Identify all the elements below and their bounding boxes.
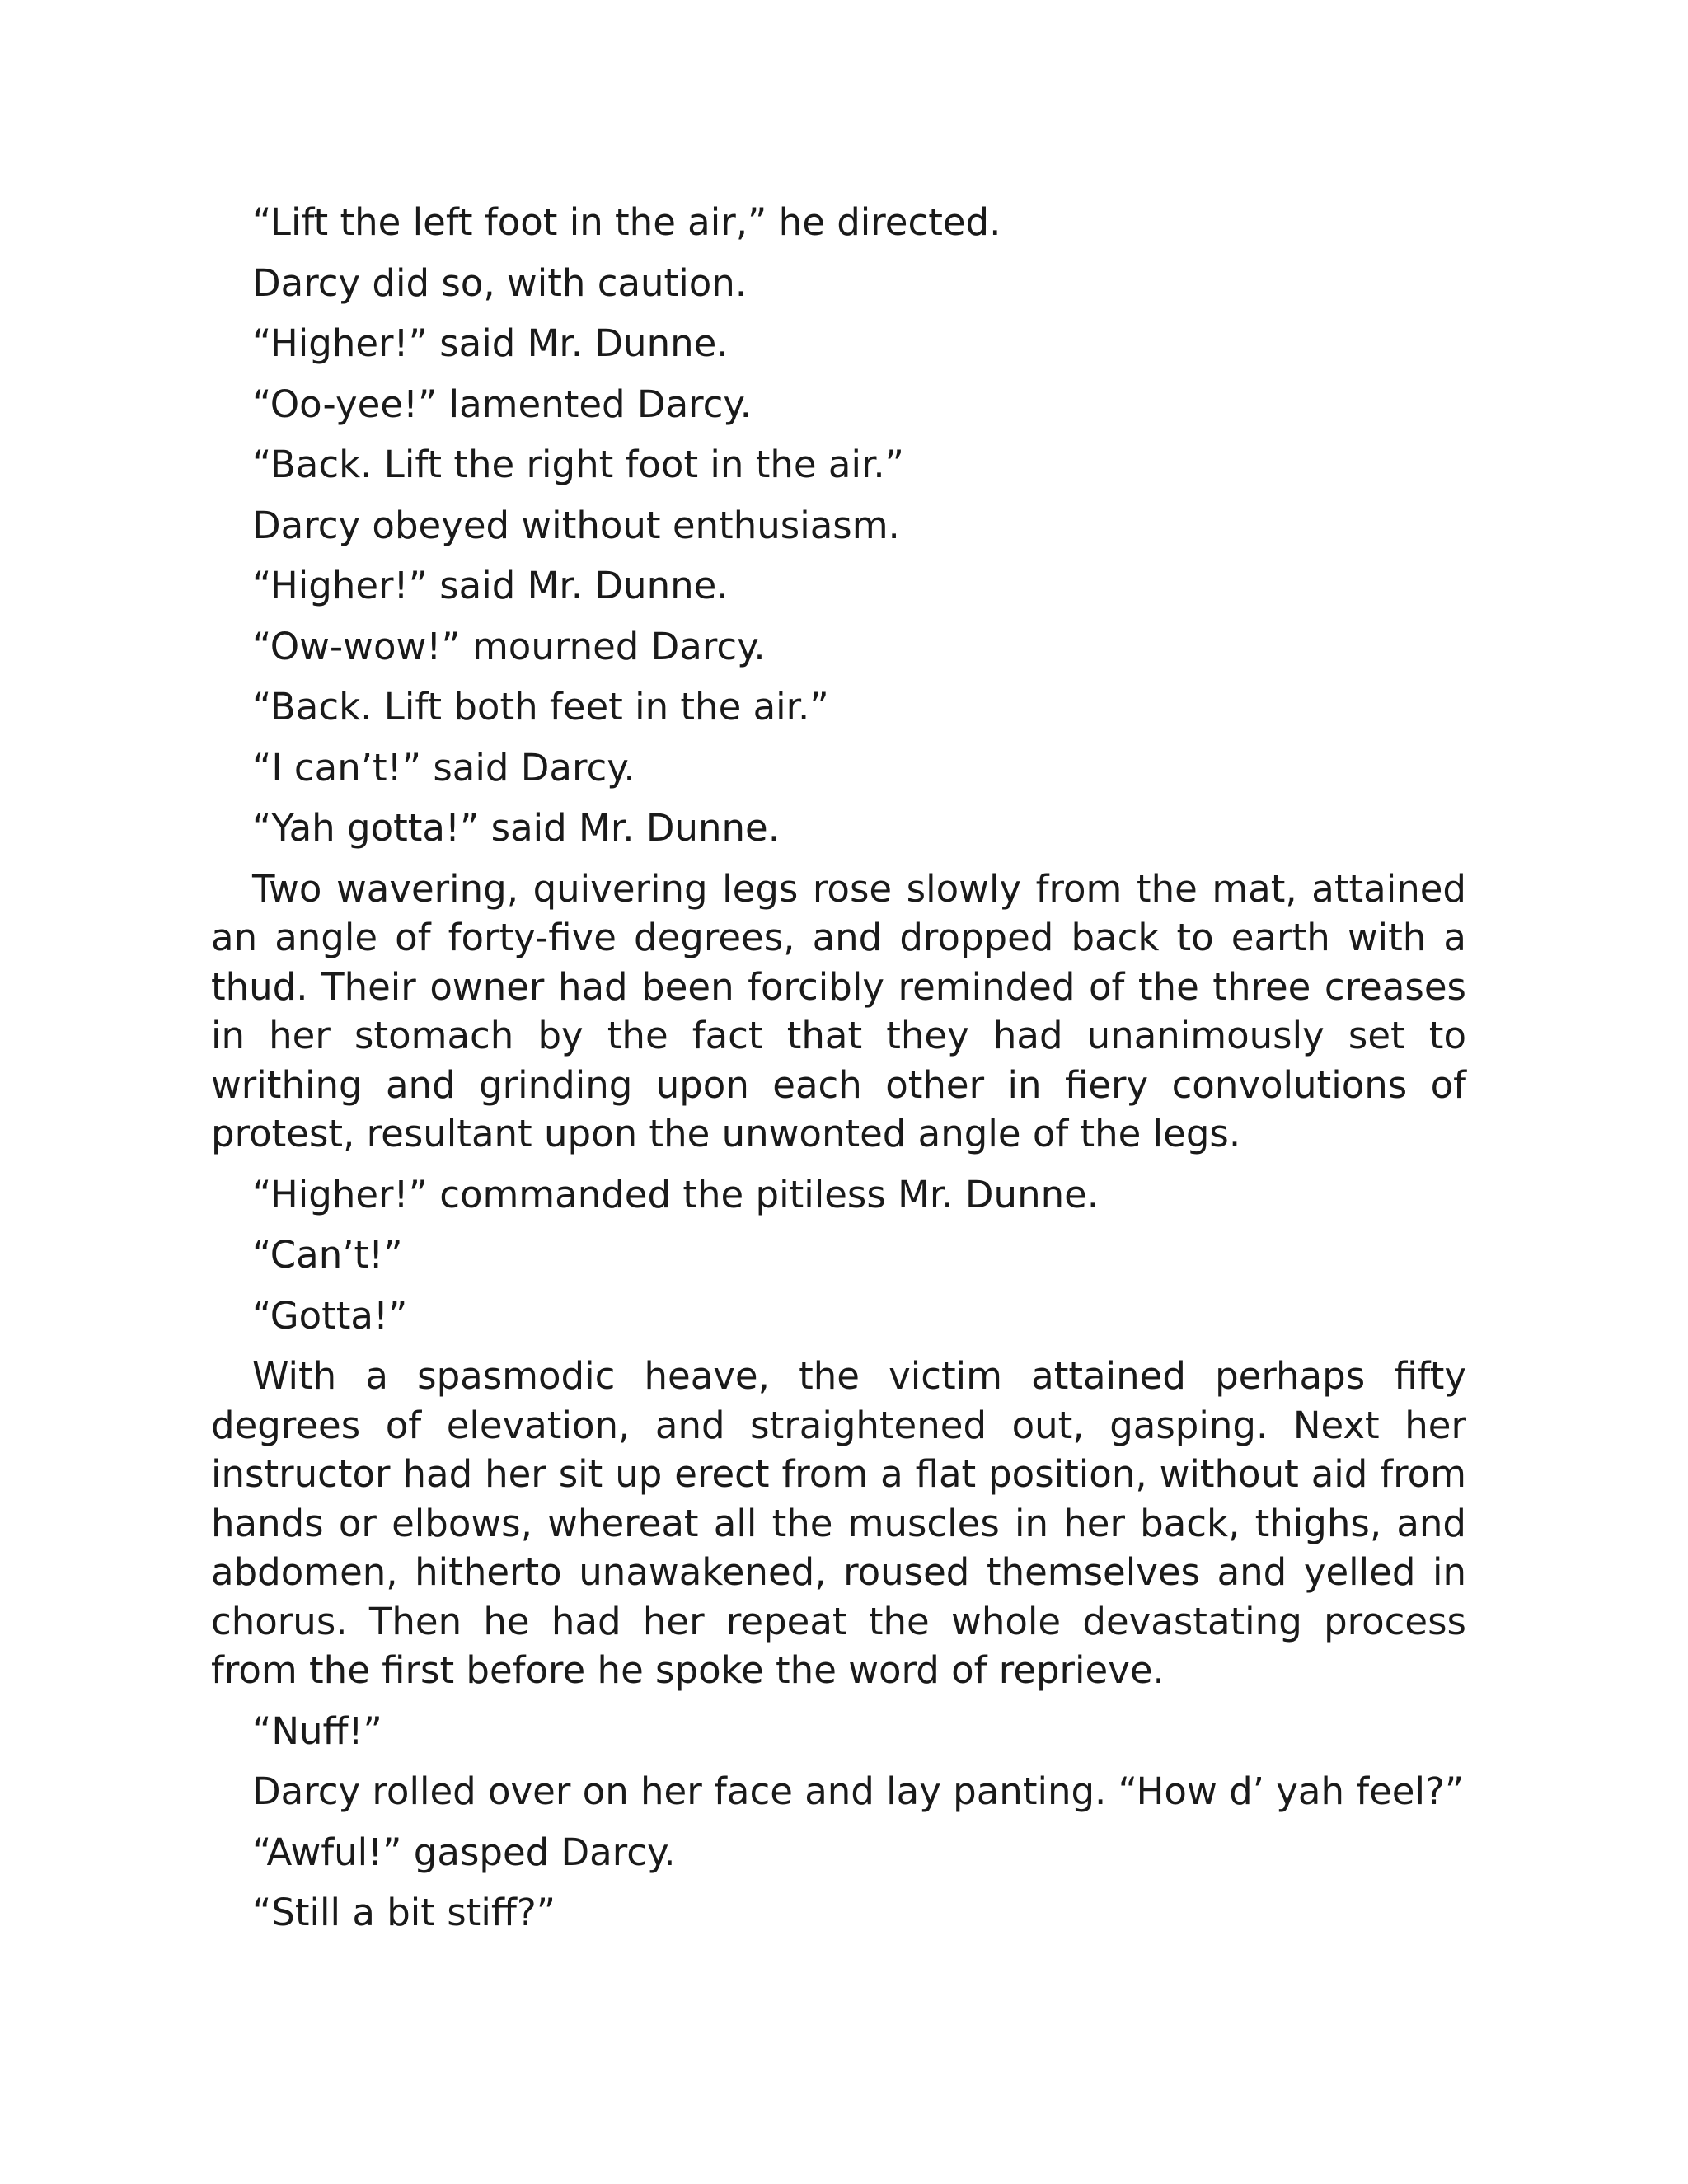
paragraph: “Nuff!”: [252, 1708, 382, 1753]
paragraph: “Ow-wow!” mourned Darcy.: [252, 624, 766, 668]
paragraph: “Back. Lift the right foot in the air.”: [252, 443, 904, 486]
paragraph: Darcy obeyed without enthusiasm.: [252, 503, 900, 547]
paragraph: “Back. Lift both feet in the air.”: [252, 685, 829, 729]
paragraph: “Higher!” said Mr. Dunne.: [252, 321, 729, 365]
paragraph: Darcy rolled over on her face and lay panting. “How d’ yah feel?”: [252, 1769, 1465, 1813]
paragraph: Two wavering, quivering legs rose slowly from the mat, attained an angle of forty-five degrees, and dropped back to earth with a thud. Their owner had been forcibly reminded of the three creases in her stomach by the fact that they had unanimously set to writhing and grinding upon each other in fiery convolutions of protest, resultant upon the unwonted angle of the legs.: [211, 866, 1466, 1155]
paragraph: “Oo-yee!” lamented Darcy.: [252, 382, 752, 426]
paragraph: “I can’t!” said Darcy.: [252, 745, 635, 790]
paragraph: “Yah gotta!” said Mr. Dunne.: [252, 806, 781, 850]
page-body: [211, 198, 1466, 1949]
paragraph: “Awful!” gasped Darcy.: [252, 1830, 676, 1874]
paragraph: “Still a bit stiff?”: [252, 1891, 556, 1934]
paragraph: “Lift the left foot in the air,” he directed.: [252, 200, 1001, 244]
paragraph: “Higher!” said Mr. Dunne.: [252, 564, 729, 607]
paragraph: “Can’t!”: [252, 1233, 403, 1277]
paragraph: “Gotta!”: [252, 1293, 408, 1338]
paragraph: “Higher!” commanded the pitiless Mr. Dunne.: [252, 1172, 1100, 1216]
paragraph: With a spasmodic heave, the victim attained perhaps fifty degrees of elevation, and straightened out, gasping. Next her instructor had her sit up erect from a flat position, without aid from hands or elbows, whereat all the muscles in her back, thighs, and abdomen, hitherto unawakened, roused themselves and yelled in chorus. Then he had her repeat the whole devastating process from the first before he spoke the word of reprieve.: [211, 1354, 1466, 1692]
paragraph: Darcy did so, with caution.: [252, 260, 748, 305]
